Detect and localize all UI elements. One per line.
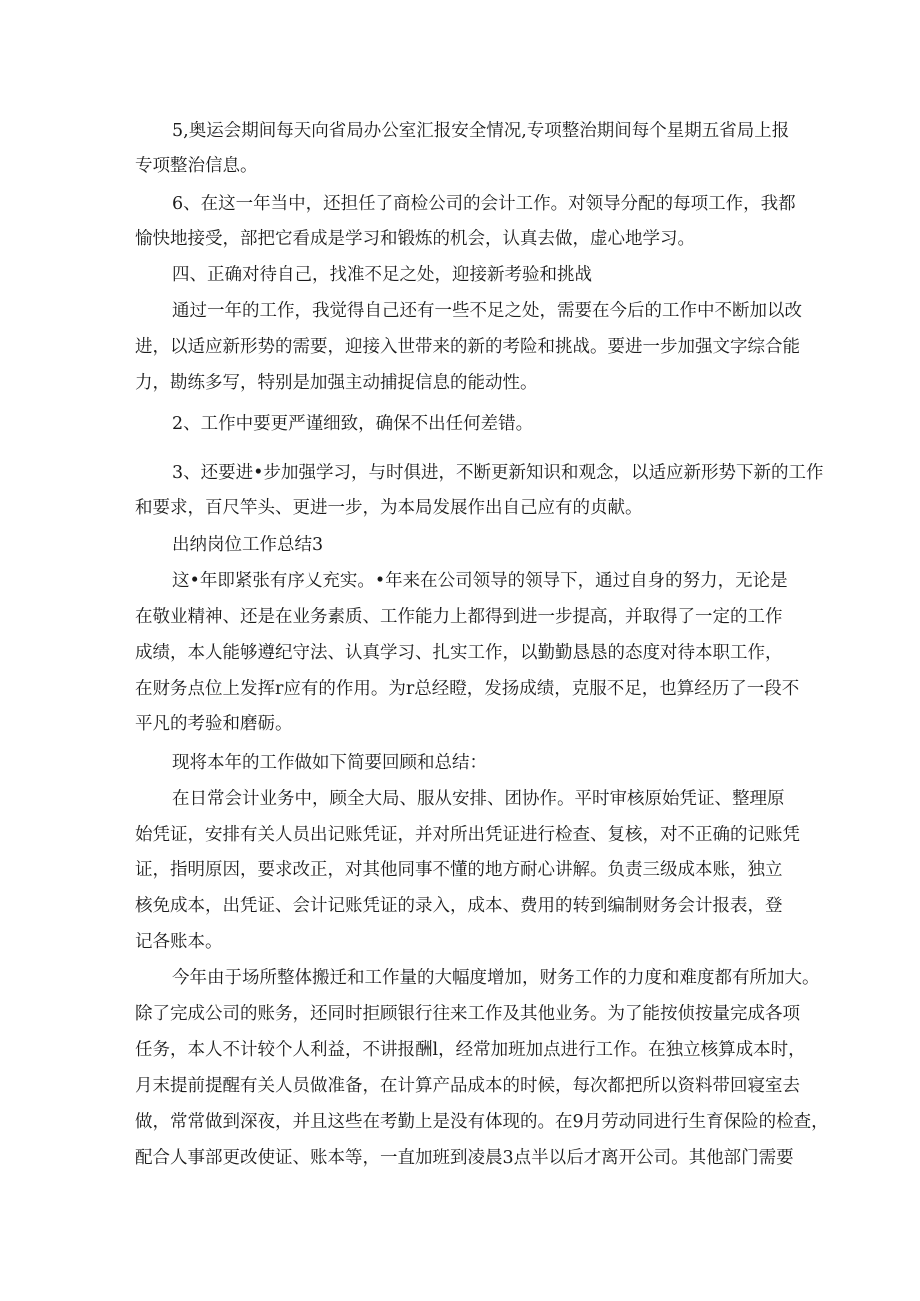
text-line-22: 核免成本，出凭证、会计记账凭证的录入，成本、费用的转到编制财务会计报表，登: [135, 896, 783, 916]
text-line-11: 和要求，百尺竿头、更进一步，为本局发展作出自己应有的贞献。: [135, 498, 643, 518]
text-line-24: 今年由于场所整体搬迁和工作量的大幅度增加，财务工作的力度和难度都有所加大。: [172, 968, 820, 988]
text-line-8: 力，勘练多写，特别是加强主动捕捉信息的能动性。: [135, 373, 538, 393]
text-line-18: 现将本年的工作做如下简要回顾和总结：: [172, 753, 487, 773]
text-line-15: 成绩，本人能够遵纪守法、认真学习、扎实工作，以勤勤恳恳的态度对待本职工作，: [135, 643, 783, 663]
text-line-9: 2、工作中要更严谨细致，确保不出任何差错。: [172, 414, 534, 434]
text-line-16: 在财务点位上发挥r应有的作用。为r总经瞪，发扬成绩，克服不足，也算经历了一段不: [135, 679, 800, 699]
section-heading-4: 四、正确对待自己，找准不足之处，迎接新考验和挑战: [172, 265, 592, 285]
text-line-26: 任务，本人不计较个人利益，不讲报酬l，经常加班加点进行工作。在独立核算成本时，: [135, 1040, 806, 1060]
text-line-3: 6、在这一年当中，还担任了商检公司的会计工作。对领导分配的每项工作，我都: [172, 194, 796, 214]
text-line-4: 愉快地接受，部把它看成是学习和锻炼的机会，认真去做，虚心地学习。: [135, 229, 695, 249]
text-line-29: 配合人事部更改使证、账本等，一直加班到凌晨3点半以后才离开公司。其他部门需要: [135, 1148, 794, 1168]
text-line-2: 专项整治信息。: [135, 156, 258, 176]
text-line-7: 进，以适应新形势的需要，迎接入世带来的新的考险和挑战。要进一步加强文字综合能: [135, 337, 800, 357]
text-line-13: 这•年即紧张有序乂充实。•年来在公司领导的领导下，通过自身的努力，无论是: [172, 571, 788, 591]
text-line-21: 证，指明原因，要求改正，对其他同事不懂的地方耐心讲解。负责三级成本账，独立: [135, 860, 783, 880]
text-line-19: 在日常会计业务中，顾全大局、服从安排、团协作。平时审核原始凭证、整理原: [172, 789, 785, 809]
section-title-cashier-3: 出纳岗位工作总结3: [172, 535, 324, 555]
text-line-25: 除了完成公司的账务，还同时拒顾银行往来工作及其他业务。为了能按侦按量完成各项: [135, 1004, 800, 1024]
text-line-14: 在敬业精神、还是在业务素质、工作能力上都得到进一步提高，并取得了一定的工作: [135, 607, 783, 627]
text-line-28: 做，常常做到深夜，并且这些在考勤上是没有体现的。在9月劳动同进行生育保险的检查，: [135, 1112, 829, 1132]
text-line-23: 记各账本。: [135, 932, 223, 952]
text-line-17: 平凡的考验和磨砺。: [135, 714, 293, 734]
text-line-27: 月末提前提醒有关人员做准备，在计算产品成本的时候，每次都把所以资料带回寝室去: [135, 1076, 800, 1096]
text-line-20: 始凭证，安排有关人员出记账凭证，并对所出凭证进行检查、复核，对不正确的记账凭: [135, 825, 800, 845]
text-line-1: 5,奥运会期间每天向省局办公室汇报安全情况,专项整治期间每个星期五省局上报: [172, 121, 790, 141]
text-line-10: 3、还要进•步加强学习，与时俱进，不断更新知识和观念，以适应新形势下新的工作: [172, 463, 824, 483]
text-line-6: 通过一年的工作，我觉得自己还有一些不足之处，需要在今后的工作中不断加以改: [172, 301, 802, 321]
